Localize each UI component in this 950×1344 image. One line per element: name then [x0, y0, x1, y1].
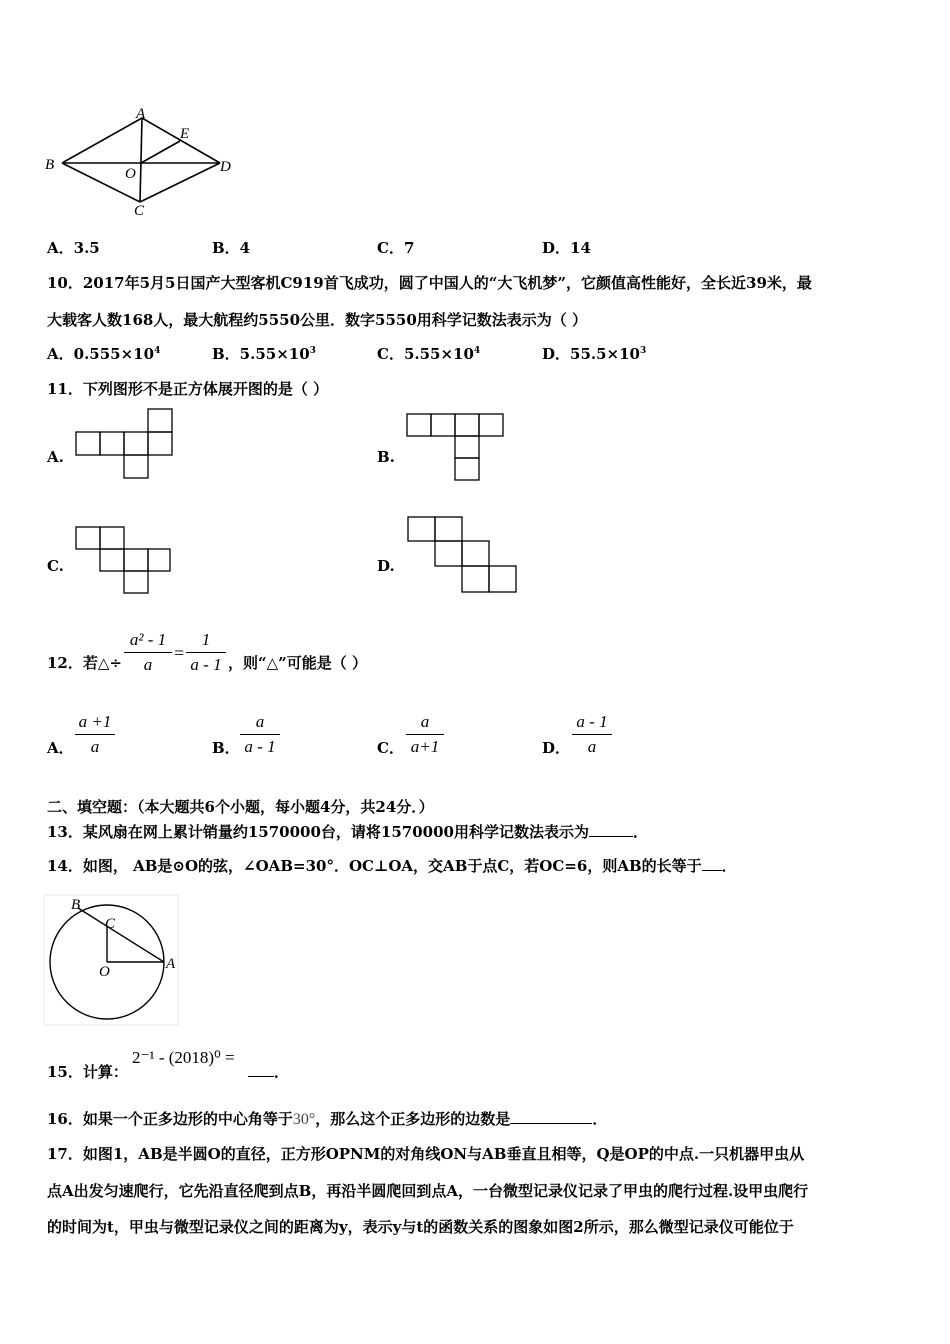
- q11-net-a: [76, 408, 176, 480]
- q10-option-a-exp: 4: [154, 346, 161, 356]
- q16-suffix: ，那么这个正多边形的边数是: [315, 1110, 511, 1128]
- q14-end: ．: [721, 857, 737, 875]
- q12-option-c-num: a: [406, 712, 444, 735]
- q10-option-c-exp: 4: [473, 346, 481, 356]
- q12-label-d[interactable]: D．: [542, 739, 571, 757]
- q12-option-d[interactable]: [572, 712, 612, 757]
- q12-label-b[interactable]: B．: [212, 739, 240, 757]
- label-B: B: [45, 157, 55, 173]
- q11-label-d[interactable]: D.: [377, 557, 395, 575]
- q11-net-c: [76, 526, 176, 596]
- q9-option-d[interactable]: D．14: [542, 239, 591, 257]
- q15-expression: 2⁻¹ - (2018)⁰ =: [132, 1048, 235, 1067]
- q10-option-a[interactable]: [47, 343, 160, 364]
- q12-option-a-den: a: [90, 737, 100, 756]
- q10-option-c[interactable]: [377, 343, 480, 364]
- q16: [47, 1108, 607, 1129]
- q10-line1: 10．2017年5月5日国产大型客机C919首飞成功，圆了中国人的“大飞机梦”，它颜值高性能好，全长近39米，最: [47, 274, 812, 292]
- q15-answer: [248, 1061, 289, 1082]
- q17-line1: 17．如图1，AB是半圆O的直径，正方形OPNM的对角线ON与AB垂直且相等，Q是OP的中点.一只机器甲虫从: [47, 1145, 805, 1163]
- q9-option-a[interactable]: A．3.5: [47, 239, 100, 257]
- q16-prefix: 16．如果一个正多边形的中心角等于: [47, 1110, 293, 1128]
- q16-blank[interactable]: [510, 1109, 592, 1124]
- q10-option-a-text: A．0.555×10: [47, 345, 155, 363]
- q12-option-c-den: a+1: [410, 737, 440, 756]
- q12-option-d-den: a: [587, 737, 597, 756]
- q12-option-b-num: a: [240, 712, 280, 735]
- q12-rhs-num: 1: [186, 630, 226, 653]
- q12-suffix: ，则“△”可能是（ ）: [228, 654, 368, 672]
- q10-option-b-text: B．5.55×10: [212, 345, 310, 363]
- q13-end: ．: [633, 823, 649, 841]
- q13: [47, 821, 648, 842]
- q11-label-b[interactable]: B.: [377, 448, 395, 466]
- q10-line2: 大载客人数168人，最大航程约5550公里．数字5550用科学记数法表示为（ ）: [47, 311, 588, 329]
- q14: [47, 855, 737, 876]
- q16-end: ．: [592, 1110, 608, 1128]
- q12-label-c[interactable]: C．: [377, 739, 404, 757]
- label-E: E: [180, 126, 190, 142]
- q11-label-c[interactable]: C.: [47, 557, 64, 575]
- q10-option-d-exp: 3: [639, 346, 647, 356]
- q17-line3: 的时间为t，甲虫与微型记录仪之间的距离为y，表示y与t的函数关系的图象如图2所示，那么微型记录仪可能位于: [47, 1218, 794, 1236]
- circle-label-O: O: [99, 964, 110, 980]
- q11-label-a[interactable]: A.: [47, 448, 64, 466]
- q15-blank[interactable]: [248, 1062, 274, 1077]
- q12-option-a[interactable]: [75, 712, 115, 757]
- q10-option-d[interactable]: [542, 343, 646, 364]
- q12-prefix: 12．若△÷: [47, 654, 122, 672]
- q10-option-b[interactable]: [212, 343, 316, 364]
- q16-angle: 30°: [292, 1111, 316, 1128]
- q12-lhs-num: a² - 1: [124, 630, 172, 653]
- q15-end: ．: [274, 1063, 290, 1081]
- q11-stem: 11．下列图形不是正方体展开图的是（ ）: [47, 380, 329, 398]
- q12-rhs-den: a - 1: [190, 655, 222, 674]
- q10-option-b-exp: 3: [309, 346, 316, 356]
- q12-option-b[interactable]: [240, 712, 280, 757]
- label-C: C: [134, 203, 145, 219]
- circle-label-A: A: [166, 956, 176, 972]
- circle-diagram: [44, 895, 184, 1027]
- q13-text: 13．某风扇在网上累计销量约1570000台，请将1570000用科学记数法表示为: [47, 823, 589, 841]
- section2-heading: 二、填空题：（本大题共6个小题，每小题4分，共24分．）: [47, 798, 434, 816]
- label-D: D: [220, 159, 231, 175]
- q12-rhs-fraction: [186, 630, 226, 675]
- q11-net-b: [407, 413, 507, 481]
- q12-lhs-fraction: [124, 630, 172, 675]
- q12-equals: =: [174, 643, 185, 663]
- q9-option-c[interactable]: C．7: [377, 239, 415, 257]
- q15-prefix: 15．计算：: [47, 1063, 128, 1081]
- q17-line2: 点A出发匀速爬行，它先沿直径爬到点B，再沿半圆爬回到点A，一台微型记录仪记录了甲虫的爬行过程.设甲虫爬行: [47, 1182, 809, 1200]
- q9-option-b[interactable]: B．4: [212, 239, 251, 257]
- q12-option-b-den: a - 1: [244, 737, 276, 756]
- rhombus-diagram: [40, 105, 250, 220]
- q13-blank[interactable]: [589, 822, 633, 837]
- label-O: O: [125, 166, 136, 182]
- q12-label-a[interactable]: A．: [47, 739, 74, 757]
- q12-option-c[interactable]: [406, 712, 444, 757]
- q11-net-d: [407, 516, 522, 596]
- q14-text: 14．如图， AB是⊙O的弦，∠OAB=30°．OC⊥OA，交AB于点C，若OC=6，则AB的长等于: [47, 857, 702, 875]
- circle-label-C: C: [105, 916, 116, 932]
- q10-option-d-text: D．55.5×10: [542, 345, 640, 363]
- label-A: A: [136, 106, 146, 122]
- q10-option-c-text: C．5.55×10: [377, 345, 474, 363]
- q12-option-a-num: a +1: [75, 712, 115, 735]
- q12-option-d-num: a - 1: [572, 712, 612, 735]
- circle-label-B: B: [71, 897, 81, 913]
- q12-lhs-den: a: [143, 655, 153, 674]
- q14-blank[interactable]: [702, 856, 722, 871]
